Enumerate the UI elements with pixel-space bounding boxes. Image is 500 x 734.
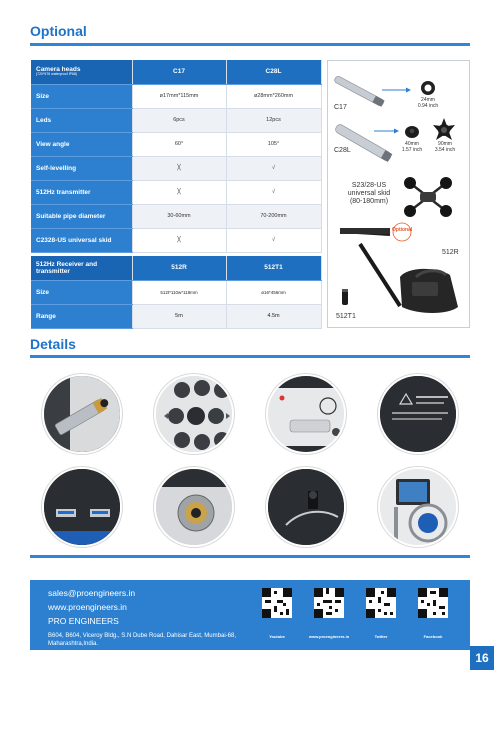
header-label-text: Camera heads [36,66,81,74]
row-label: Leds [31,108,132,132]
cell-512t1: ø16*456mm [226,280,321,304]
website-qr-code[interactable] [314,588,344,618]
note-c28l-1: 40mm 1.57 inch [401,141,423,153]
table-header-row [31,60,321,84]
control-panel-image [268,376,346,454]
footer-divider [30,555,470,558]
section-divider [30,43,470,46]
row-label: View angle [31,132,132,156]
accessories-panel [327,60,470,328]
qr-code-icon [314,588,344,618]
page-number: 16 [470,646,494,670]
row-label: 512Hz transmitter [31,180,132,204]
row-label: Suitable pipe diameter [31,204,132,228]
note-c28l-2: 90mm 3.54 inch [434,141,456,153]
qr-label-facebook: Facebook [423,634,443,639]
twitter-qr-code[interactable] [366,588,396,618]
cell-c28l: 70-200mm [226,204,321,228]
cell-c28l: √ [226,180,321,204]
contact-website[interactable]: www.proengineers.in [48,602,127,612]
warning-label-image [380,376,458,454]
detail-control-panel-photo [266,374,346,454]
table-row [31,156,321,180]
label-skid: S23/28-US universal skid (80-180mm) [347,182,391,206]
cell-c17: 60° [132,132,226,156]
header-label: 512Hz Receiver and transmitter [31,256,132,280]
detail-keypad-photo [154,374,234,454]
usb-ports-image [44,469,122,547]
qr-label-youtube: Youtube [269,634,285,639]
table-row [31,204,321,228]
cell-c17: ╳ [132,156,226,180]
cell-512r: 512t*110w*118mm [132,280,226,304]
cell-512t1: 4.5m [226,304,321,328]
label-512t1: 512T1 [336,313,356,320]
youtube-qr-code[interactable] [262,588,292,618]
contact-email[interactable]: sales@proengineers.in [48,588,136,598]
table-row [31,132,321,156]
table-row [31,228,321,252]
receiver-spec-table [31,256,322,329]
table-row [31,180,321,204]
qr-code-icon [418,588,448,618]
row-label: Size [31,280,132,304]
qr-code-icon [262,588,292,618]
section-title-details: Details [30,336,76,352]
optional-stamp: Optional [392,227,413,233]
row-label: Self-levelling [31,156,132,180]
section-divider [30,355,470,358]
qr-code-icon [366,588,396,618]
company-address: B604, B604, Viceroy Bldg., S.N Dube Road, Dahisar East, Mumbai-68, Maharashtra,India. [48,633,236,647]
detail-full-system-photo [378,467,458,547]
table-row [31,84,321,108]
qr-label-website: www.proengineers.in [308,634,350,639]
label-c28l: C28L [334,147,351,154]
row-label: C2328-US universal skid [31,228,132,252]
detail-camera-head-photo [42,374,122,454]
keypad-image [156,376,234,454]
header-label [31,60,132,84]
section-title-optional: Optional [30,23,87,39]
cell-c17: 6pcs [132,108,226,132]
row-label: Size [31,84,132,108]
header-c28l: C28L [226,60,321,84]
header-c17: C17 [132,60,226,84]
header-512r: 512R [132,256,226,280]
header-sublabel: (720*576 waterproof IP68) [36,72,78,77]
note-c17: 24mm 0.94 inch [417,97,439,109]
table-row [31,280,321,304]
camera-head-image [44,376,122,454]
camera-head-spec-table [31,60,322,253]
detail-warning-label-photo [378,374,458,454]
cell-512r: 5m [132,304,226,328]
label-c17: C17 [334,104,347,111]
row-label: Range [31,304,132,328]
cell-c17: 30-60mm [132,204,226,228]
cell-c28l: ø28mm*260mm [226,84,321,108]
detail-usb-ports-photo [42,467,122,547]
lens-image [156,469,234,547]
cell-c17: ø17mm*115mm [132,84,226,108]
cell-c28l: √ [226,228,321,252]
cell-c28l: 105° [226,132,321,156]
detail-cable-reel-photo [266,467,346,547]
facebook-qr-code[interactable] [418,588,448,618]
table-row [31,108,321,132]
cell-c17: ╳ [132,180,226,204]
contact-footer [30,580,470,650]
header-512t1: 512T1 [226,256,321,280]
cell-c28l: √ [226,156,321,180]
cable-reel-image [268,469,346,547]
full-system-image [380,469,458,547]
table-row [31,304,321,328]
label-512r: 512R [442,249,459,256]
detail-lens-photo [154,467,234,547]
cell-c17: ╳ [132,228,226,252]
cell-c28l: 12pcs [226,108,321,132]
qr-label-twitter: Twitter [374,634,388,639]
table-header-row [31,256,321,280]
company-name: PRO ENGINEERS [48,616,119,626]
